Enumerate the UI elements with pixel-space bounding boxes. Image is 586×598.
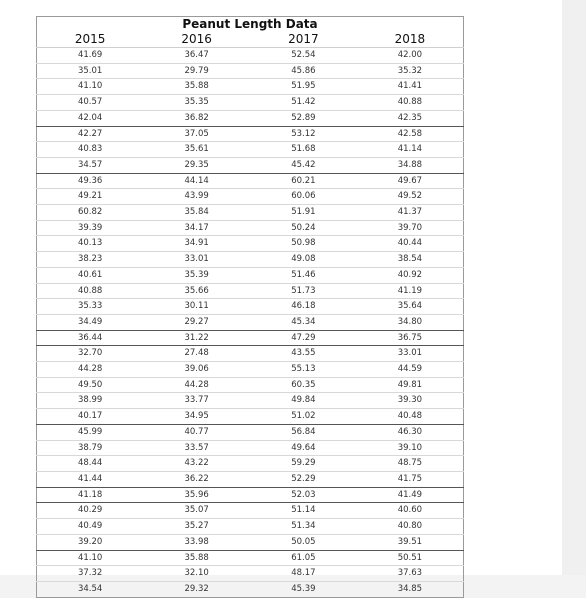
table-cell-2018: 49.52 xyxy=(357,189,464,205)
table-cell-2017: 60.21 xyxy=(250,173,357,189)
table-cell-2017: 49.08 xyxy=(250,252,357,268)
table-row xyxy=(37,79,464,95)
table-row xyxy=(37,189,464,205)
table-cell-2017: 51.68 xyxy=(250,142,357,158)
table-row xyxy=(37,393,464,409)
table-row xyxy=(37,471,464,487)
table-cell-2017: 56.84 xyxy=(250,424,357,440)
table-row xyxy=(37,267,464,283)
table-cell-2018: 40.44 xyxy=(357,236,464,252)
table-cell-2018: 35.32 xyxy=(357,63,464,79)
table-row xyxy=(37,220,464,236)
table-cell-2017: 51.95 xyxy=(250,79,357,95)
table-cell-2015: 34.54 xyxy=(37,581,144,597)
table-cell-2017: 51.46 xyxy=(250,267,357,283)
table-cell-2018: 38.54 xyxy=(357,252,464,268)
table-cell-2017: 52.89 xyxy=(250,110,357,126)
table-cell-2015: 41.18 xyxy=(37,487,144,503)
table-cell-2016: 36.22 xyxy=(143,471,250,487)
table-cell-2015: 60.82 xyxy=(37,205,144,221)
table-row xyxy=(37,48,464,64)
table-row xyxy=(37,581,464,597)
table-row xyxy=(37,440,464,456)
table-cell-2016: 27.48 xyxy=(143,346,250,362)
table-cell-2018: 39.10 xyxy=(357,440,464,456)
peanut-data-table-container xyxy=(36,16,464,598)
table-cell-2018: 41.75 xyxy=(357,471,464,487)
table-cell-2017: 60.35 xyxy=(250,377,357,393)
table-row xyxy=(37,519,464,535)
table-cell-2018: 37.63 xyxy=(357,566,464,582)
table-row xyxy=(37,566,464,582)
table-title: Peanut Length Data xyxy=(37,17,464,33)
table-cell-2018: 41.49 xyxy=(357,487,464,503)
table-row xyxy=(37,63,464,79)
table-cell-2018: 34.80 xyxy=(357,314,464,330)
table-cell-2015: 40.13 xyxy=(37,236,144,252)
table-cell-2016: 33.57 xyxy=(143,440,250,456)
table-cell-2015: 41.10 xyxy=(37,550,144,566)
table-cell-2017: 51.42 xyxy=(250,95,357,111)
table-cell-2015: 41.44 xyxy=(37,471,144,487)
table-cell-2016: 29.27 xyxy=(143,314,250,330)
table-cell-2016: 29.35 xyxy=(143,157,250,173)
table-cell-2016: 36.82 xyxy=(143,110,250,126)
table-cell-2015: 35.33 xyxy=(37,299,144,315)
table-cell-2016: 36.47 xyxy=(143,48,250,64)
table-row xyxy=(37,377,464,393)
table-row xyxy=(37,487,464,503)
table-cell-2017: 49.64 xyxy=(250,440,357,456)
table-row xyxy=(37,95,464,111)
table-cell-2017: 51.91 xyxy=(250,205,357,221)
table-row xyxy=(37,534,464,550)
vertical-scrollbar[interactable] xyxy=(562,0,586,575)
table-cell-2016: 35.27 xyxy=(143,519,250,535)
table-cell-2017: 49.84 xyxy=(250,393,357,409)
table-cell-2018: 41.19 xyxy=(357,283,464,299)
table-cell-2015: 37.32 xyxy=(37,566,144,582)
table-cell-2015: 39.39 xyxy=(37,220,144,236)
table-cell-2017: 45.34 xyxy=(250,314,357,330)
table-cell-2017: 50.05 xyxy=(250,534,357,550)
table-cell-2015: 40.61 xyxy=(37,267,144,283)
table-cell-2018: 39.30 xyxy=(357,393,464,409)
table-cell-2016: 37.05 xyxy=(143,126,250,142)
table-cell-2016: 35.88 xyxy=(143,79,250,95)
table-body xyxy=(37,48,464,598)
table-cell-2017: 48.17 xyxy=(250,566,357,582)
table-cell-2018: 44.59 xyxy=(357,362,464,378)
table-cell-2015: 39.20 xyxy=(37,534,144,550)
table-cell-2018: 40.92 xyxy=(357,267,464,283)
table-cell-2015: 49.36 xyxy=(37,173,144,189)
table-cell-2015: 40.88 xyxy=(37,283,144,299)
table-cell-2017: 51.73 xyxy=(250,283,357,299)
table-cell-2015: 38.99 xyxy=(37,393,144,409)
table-cell-2015: 40.17 xyxy=(37,409,144,425)
table-row xyxy=(37,157,464,173)
table-cell-2018: 41.41 xyxy=(357,79,464,95)
table-cell-2015: 41.69 xyxy=(37,48,144,64)
table-cell-2016: 34.91 xyxy=(143,236,250,252)
table-cell-2015: 32.70 xyxy=(37,346,144,362)
table-cell-2016: 44.28 xyxy=(143,377,250,393)
column-header-2015: 2015 xyxy=(37,32,144,48)
table-row xyxy=(37,456,464,472)
table-cell-2015: 41.10 xyxy=(37,79,144,95)
table-cell-2017: 50.98 xyxy=(250,236,357,252)
table-cell-2015: 40.49 xyxy=(37,519,144,535)
table-row xyxy=(37,299,464,315)
column-header-row xyxy=(37,32,464,48)
table-cell-2016: 33.98 xyxy=(143,534,250,550)
peanut-length-table xyxy=(36,16,464,598)
table-cell-2017: 47.29 xyxy=(250,330,357,346)
table-cell-2016: 29.32 xyxy=(143,581,250,597)
table-cell-2015: 49.50 xyxy=(37,377,144,393)
table-row xyxy=(37,173,464,189)
table-cell-2017: 43.55 xyxy=(250,346,357,362)
table-row xyxy=(37,424,464,440)
table-cell-2018: 40.80 xyxy=(357,519,464,535)
table-cell-2015: 38.79 xyxy=(37,440,144,456)
table-cell-2017: 46.18 xyxy=(250,299,357,315)
table-cell-2016: 33.77 xyxy=(143,393,250,409)
table-cell-2016: 30.11 xyxy=(143,299,250,315)
table-cell-2015: 34.49 xyxy=(37,314,144,330)
table-cell-2016: 35.84 xyxy=(143,205,250,221)
table-cell-2018: 33.01 xyxy=(357,346,464,362)
table-row xyxy=(37,346,464,362)
table-row xyxy=(37,110,464,126)
table-cell-2017: 51.02 xyxy=(250,409,357,425)
table-row xyxy=(37,205,464,221)
table-cell-2015: 48.44 xyxy=(37,456,144,472)
column-header-2018: 2018 xyxy=(357,32,464,48)
table-cell-2018: 36.75 xyxy=(357,330,464,346)
table-cell-2018: 49.81 xyxy=(357,377,464,393)
table-cell-2017: 45.42 xyxy=(250,157,357,173)
table-row xyxy=(37,126,464,142)
table-row xyxy=(37,314,464,330)
table-cell-2017: 45.86 xyxy=(250,63,357,79)
table-cell-2018: 34.88 xyxy=(357,157,464,173)
table-cell-2017: 52.54 xyxy=(250,48,357,64)
table-cell-2018: 40.88 xyxy=(357,95,464,111)
table-cell-2015: 45.99 xyxy=(37,424,144,440)
table-cell-2017: 60.06 xyxy=(250,189,357,205)
table-cell-2018: 39.51 xyxy=(357,534,464,550)
table-cell-2016: 35.61 xyxy=(143,142,250,158)
table-cell-2018: 48.75 xyxy=(357,456,464,472)
table-row xyxy=(37,503,464,519)
table-cell-2016: 35.88 xyxy=(143,550,250,566)
table-cell-2016: 31.22 xyxy=(143,330,250,346)
table-cell-2017: 51.34 xyxy=(250,519,357,535)
table-cell-2015: 49.21 xyxy=(37,189,144,205)
table-cell-2016: 32.10 xyxy=(143,566,250,582)
table-cell-2016: 35.35 xyxy=(143,95,250,111)
table-cell-2015: 40.57 xyxy=(37,95,144,111)
table-row xyxy=(37,330,464,346)
table-row xyxy=(37,252,464,268)
table-cell-2016: 35.39 xyxy=(143,267,250,283)
table-cell-2018: 42.58 xyxy=(357,126,464,142)
table-cell-2015: 34.57 xyxy=(37,157,144,173)
table-cell-2018: 46.30 xyxy=(357,424,464,440)
table-cell-2016: 40.77 xyxy=(143,424,250,440)
table-cell-2015: 35.01 xyxy=(37,63,144,79)
table-cell-2018: 41.14 xyxy=(357,142,464,158)
table-cell-2017: 53.12 xyxy=(250,126,357,142)
table-cell-2017: 55.13 xyxy=(250,362,357,378)
table-cell-2015: 36.44 xyxy=(37,330,144,346)
table-cell-2015: 42.04 xyxy=(37,110,144,126)
table-cell-2017: 45.39 xyxy=(250,581,357,597)
table-cell-2015: 40.29 xyxy=(37,503,144,519)
table-cell-2018: 42.00 xyxy=(357,48,464,64)
table-cell-2017: 51.14 xyxy=(250,503,357,519)
table-cell-2018: 42.35 xyxy=(357,110,464,126)
table-cell-2018: 40.48 xyxy=(357,409,464,425)
table-cell-2015: 40.83 xyxy=(37,142,144,158)
table-cell-2016: 35.96 xyxy=(143,487,250,503)
table-title-row xyxy=(37,17,464,33)
table-cell-2017: 59.29 xyxy=(250,456,357,472)
table-cell-2017: 52.03 xyxy=(250,487,357,503)
table-cell-2018: 50.51 xyxy=(357,550,464,566)
table-cell-2016: 34.17 xyxy=(143,220,250,236)
table-row xyxy=(37,236,464,252)
table-cell-2015: 38.23 xyxy=(37,252,144,268)
table-row xyxy=(37,362,464,378)
table-cell-2016: 35.66 xyxy=(143,283,250,299)
table-cell-2015: 42.27 xyxy=(37,126,144,142)
table-cell-2017: 50.24 xyxy=(250,220,357,236)
table-cell-2016: 39.06 xyxy=(143,362,250,378)
table-cell-2016: 33.01 xyxy=(143,252,250,268)
table-cell-2018: 39.70 xyxy=(357,220,464,236)
table-cell-2017: 52.29 xyxy=(250,471,357,487)
table-cell-2016: 35.07 xyxy=(143,503,250,519)
table-row xyxy=(37,142,464,158)
table-cell-2018: 34.85 xyxy=(357,581,464,597)
column-header-2016: 2016 xyxy=(143,32,250,48)
table-cell-2018: 40.60 xyxy=(357,503,464,519)
table-cell-2016: 34.95 xyxy=(143,409,250,425)
table-cell-2015: 44.28 xyxy=(37,362,144,378)
table-cell-2016: 43.22 xyxy=(143,456,250,472)
table-row xyxy=(37,409,464,425)
table-row xyxy=(37,550,464,566)
table-cell-2017: 61.05 xyxy=(250,550,357,566)
column-header-2017: 2017 xyxy=(250,32,357,48)
table-row xyxy=(37,283,464,299)
table-cell-2018: 41.37 xyxy=(357,205,464,221)
table-cell-2018: 35.64 xyxy=(357,299,464,315)
table-cell-2016: 29.79 xyxy=(143,63,250,79)
table-cell-2016: 43.99 xyxy=(143,189,250,205)
table-cell-2018: 49.67 xyxy=(357,173,464,189)
table-cell-2016: 44.14 xyxy=(143,173,250,189)
